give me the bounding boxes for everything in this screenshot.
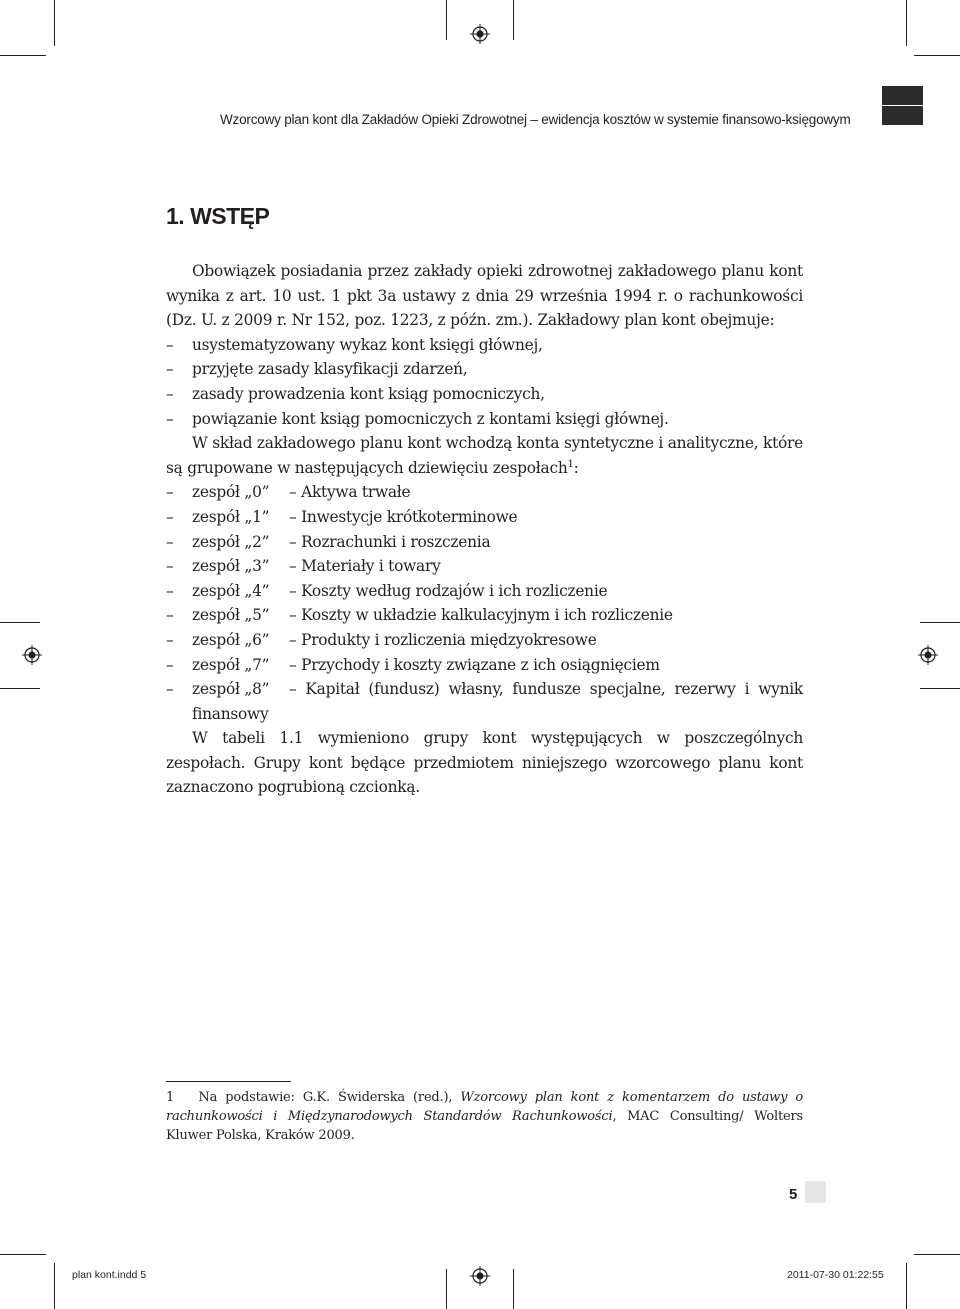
corner-square [882,86,923,105]
closing-paragraph: W tabeli 1.1 wymieniono grupy kont występujących w poszczególnych zespołach. Grupy kont będące przedmiotem niniejszego wzorcowego planu kont zaznaczono pogrubioną czcionką. [166,729,803,797]
footnote-ref: 1 [567,458,574,470]
page-number: 5 [789,1186,798,1203]
intro-paragraph: Obowiązek posiadania przez zakłady opieki zdrowotnej zakładowego planu kont wynika z art. 10 ust. 1 pkt 3a ustawy z dnia 29 września 1994 r. o rachunkowości (Dz. U. z 2009 r. Nr 152, poz. 1223, z późn. zm.). Zakładowy plan kont obejmuje: [166,262,803,330]
page-number-box [805,1181,826,1203]
groups-intro-paragraph: W skład zakładowego planu kont wchodzą konta syntetyczne i analityczne, które są grupowane w następujących dziewięciu zespołach$^1$: [166,434,803,477]
crop-mark [54,1263,55,1309]
group-item: – zespół „4” – Koszty według rodzajów i ich rozliczenie [166,581,608,600]
crop-mark [0,1254,46,1255]
crop-mark [513,1269,514,1309]
section-title: 1. WSTĘP [166,203,270,229]
list-item: – powiązanie kont ksiąg pomocniczych z kontami księgi głównej. [166,409,669,428]
list-item: – zasady prowadzenia kont ksiąg pomocniczych, [166,384,545,403]
group-item: – zespół „1” – Inwestycje krótkoterminowe [166,507,518,526]
crop-mark [914,1254,960,1255]
crop-mark [513,0,514,40]
group-item: – zespół „5” – Koszty w układzie kalkulacyjnym i ich rozliczenie [166,606,673,625]
footnote-book-title: Wzorcowy plan kont z komentarzem do ustawy o rachunkowości i Międzynarodowych Standardów Rachunkowości [166,1090,803,1124]
crop-mark [914,55,960,56]
registration-mark-icon [470,24,490,44]
crop-mark [920,688,960,689]
list-item: – przyjęte zasady klasyfikacji zdarzeń, [166,360,468,379]
slug-timestamp: 2011-07-30 01:22:55 [787,1269,884,1281]
crop-mark [446,1269,447,1309]
registration-mark-icon [918,645,938,665]
footnote: 1 Na podstawie: G.K. Świderska (red.), Wzorcowy plan kont z komentarzem do ustawy o rachunkowości i Międzynarodowych Standardów Rachunkowości, MAC Consulting/ Wolters Kluwer Polska, Kraków 2009. [166,1090,803,1143]
registration-mark-icon [470,1266,490,1286]
group-item: – zespół „0” – Aktywa trwałe [166,483,411,502]
crop-mark [0,688,40,689]
crop-mark [0,55,46,56]
group-item: – zespół „6” – Produkty i rozliczenia międzyokresowe [166,630,597,649]
slug-file: plan kont.indd 5 [72,1269,147,1281]
crop-mark [906,0,907,46]
group-item: – zespół „8” – Kapitał (fundusz) własny, fundusze specjalne, rezerwy i wynik finansowy [166,680,803,723]
crop-mark [446,0,447,40]
body-text [166,259,803,800]
crop-mark [0,622,40,623]
registration-mark-icon [22,645,42,665]
group-item: – zespół „3” – Materiały i towary [166,557,441,576]
group-item: – zespół „7” – Przychody i koszty związane z ich osiągnięciem [166,655,660,674]
crop-mark [906,1263,907,1309]
crop-mark [54,0,55,46]
list-item: – usystematyzowany wykaz kont księgi głównej, [166,335,543,354]
footnote-rule [166,1081,291,1082]
corner-square [882,106,923,125]
footnote-number: 1 [166,1090,175,1105]
crop-mark [920,622,960,623]
running-header: Wzorcowy plan kont dla Zakładów Opieki Zdrowotnej – ewidencja kosztów w systemie finansowo-księgowym [220,112,851,127]
group-item: – zespół „2” – Rozrachunki i roszczenia [166,532,491,551]
